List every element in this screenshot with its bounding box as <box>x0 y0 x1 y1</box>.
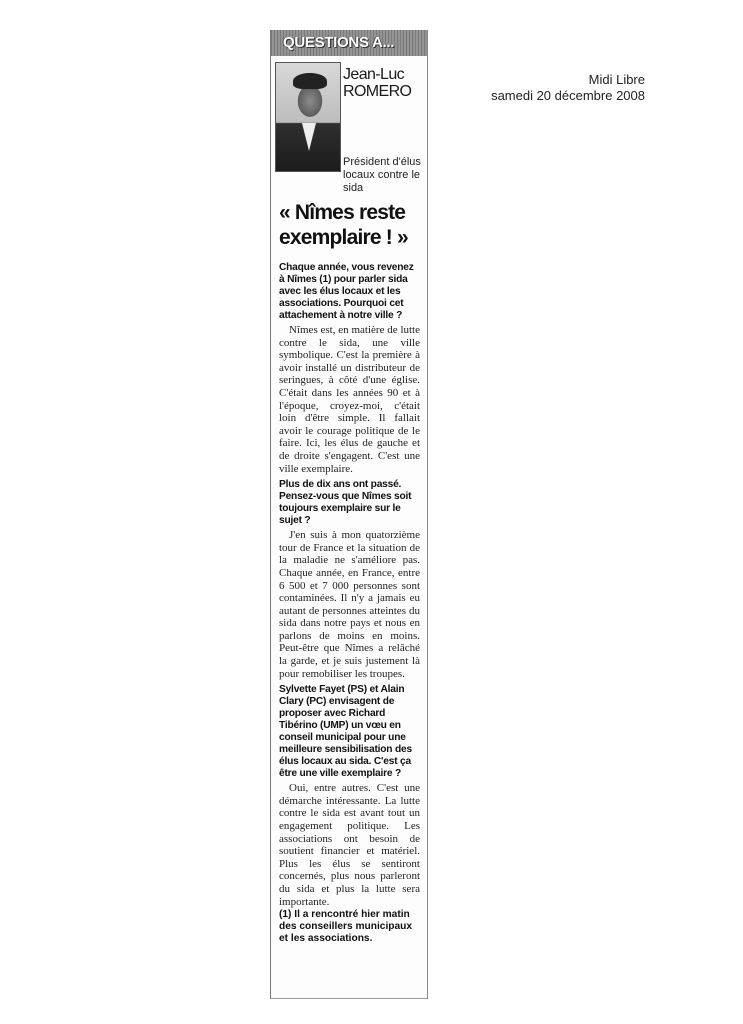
article-body <box>271 250 427 945</box>
footnote: (1) Il a rencontré hier matin des conseillers municipaux et les associations. <box>279 909 413 945</box>
headline: « Nîmes reste exemplaire ! » <box>279 201 408 249</box>
answer-1: Nîmes est, en matière de lutte contre le sida, une ville symbolique. C'est la première à avoir installé un distributeur de seringues, à côté d'une église. C'était dans les années 90 et à l'époque, croyez-moi, c'était loin d'être simple. Il fallait avoir le courage politique de le faire. Ici, les élus de gauche et de droite s'engagent. C'est une ville exemplaire. <box>279 324 420 475</box>
interviewee-first-name: Jean-Luc <box>343 66 405 83</box>
interviewee-profile <box>271 56 427 201</box>
portrait-photo <box>275 62 341 172</box>
question-2: Plus de dix ans ont passé. Pensez-vous que Nîmes soit toujours exemplaire sur le sujet ? <box>279 479 412 527</box>
interviewee-name <box>343 66 411 100</box>
newspaper-clipping <box>270 30 428 999</box>
answer-3: Oui, entre autres. C'est une démarche intéressante. La lutte contre le sida est avant tout un engagement politique. Les associations ont besoin de soutient financier et matériel. Plus les élus se sentiront concernés, plus nous parleront du sida et plus la lutte sera importante. <box>279 782 420 908</box>
interviewee-role: Président d'élus locaux contre le sida <box>343 156 421 194</box>
question-3: Sylvette Fayet (PS) et Alain Clary (PC) envisagent de proposer avec Richard Tibérino (UMP) un vœu en conseil municipal pour une meilleure sensibilisation des élus locaux au sida. C'est ça être une ville exemplaire ? <box>279 684 412 780</box>
publication-date: samedi 20 décembre 2008 <box>491 88 645 103</box>
interviewee-last-name: ROMERO <box>343 83 412 100</box>
publication-name: Midi Libre <box>588 72 645 87</box>
answer-2: J'en suis à mon quatorzième tour de France et la situation de la maladie ne s'améliore pas. Chaque année, en France, entre 6 500 et 7 000 personnes sont contaminées. Il n'y a jamais eu autant de personnes atteintes du sida dans notre pays et nous en parlons de moins en moins. Peut-être que Nîmes a relâché la garde, et je suis justement là pour remobiliser les troupes. <box>279 529 420 680</box>
question-1: Chaque année, vous revenez à Nîmes (1) pour parler sida avec les élus locaux et les associations. Pourquoi cet attachement à notre ville ? <box>279 262 414 321</box>
portrait-collar <box>302 123 316 151</box>
rubric-banner: QUESTIONS A... <box>271 30 427 56</box>
portrait-hair <box>293 73 327 89</box>
source-info <box>491 72 645 104</box>
